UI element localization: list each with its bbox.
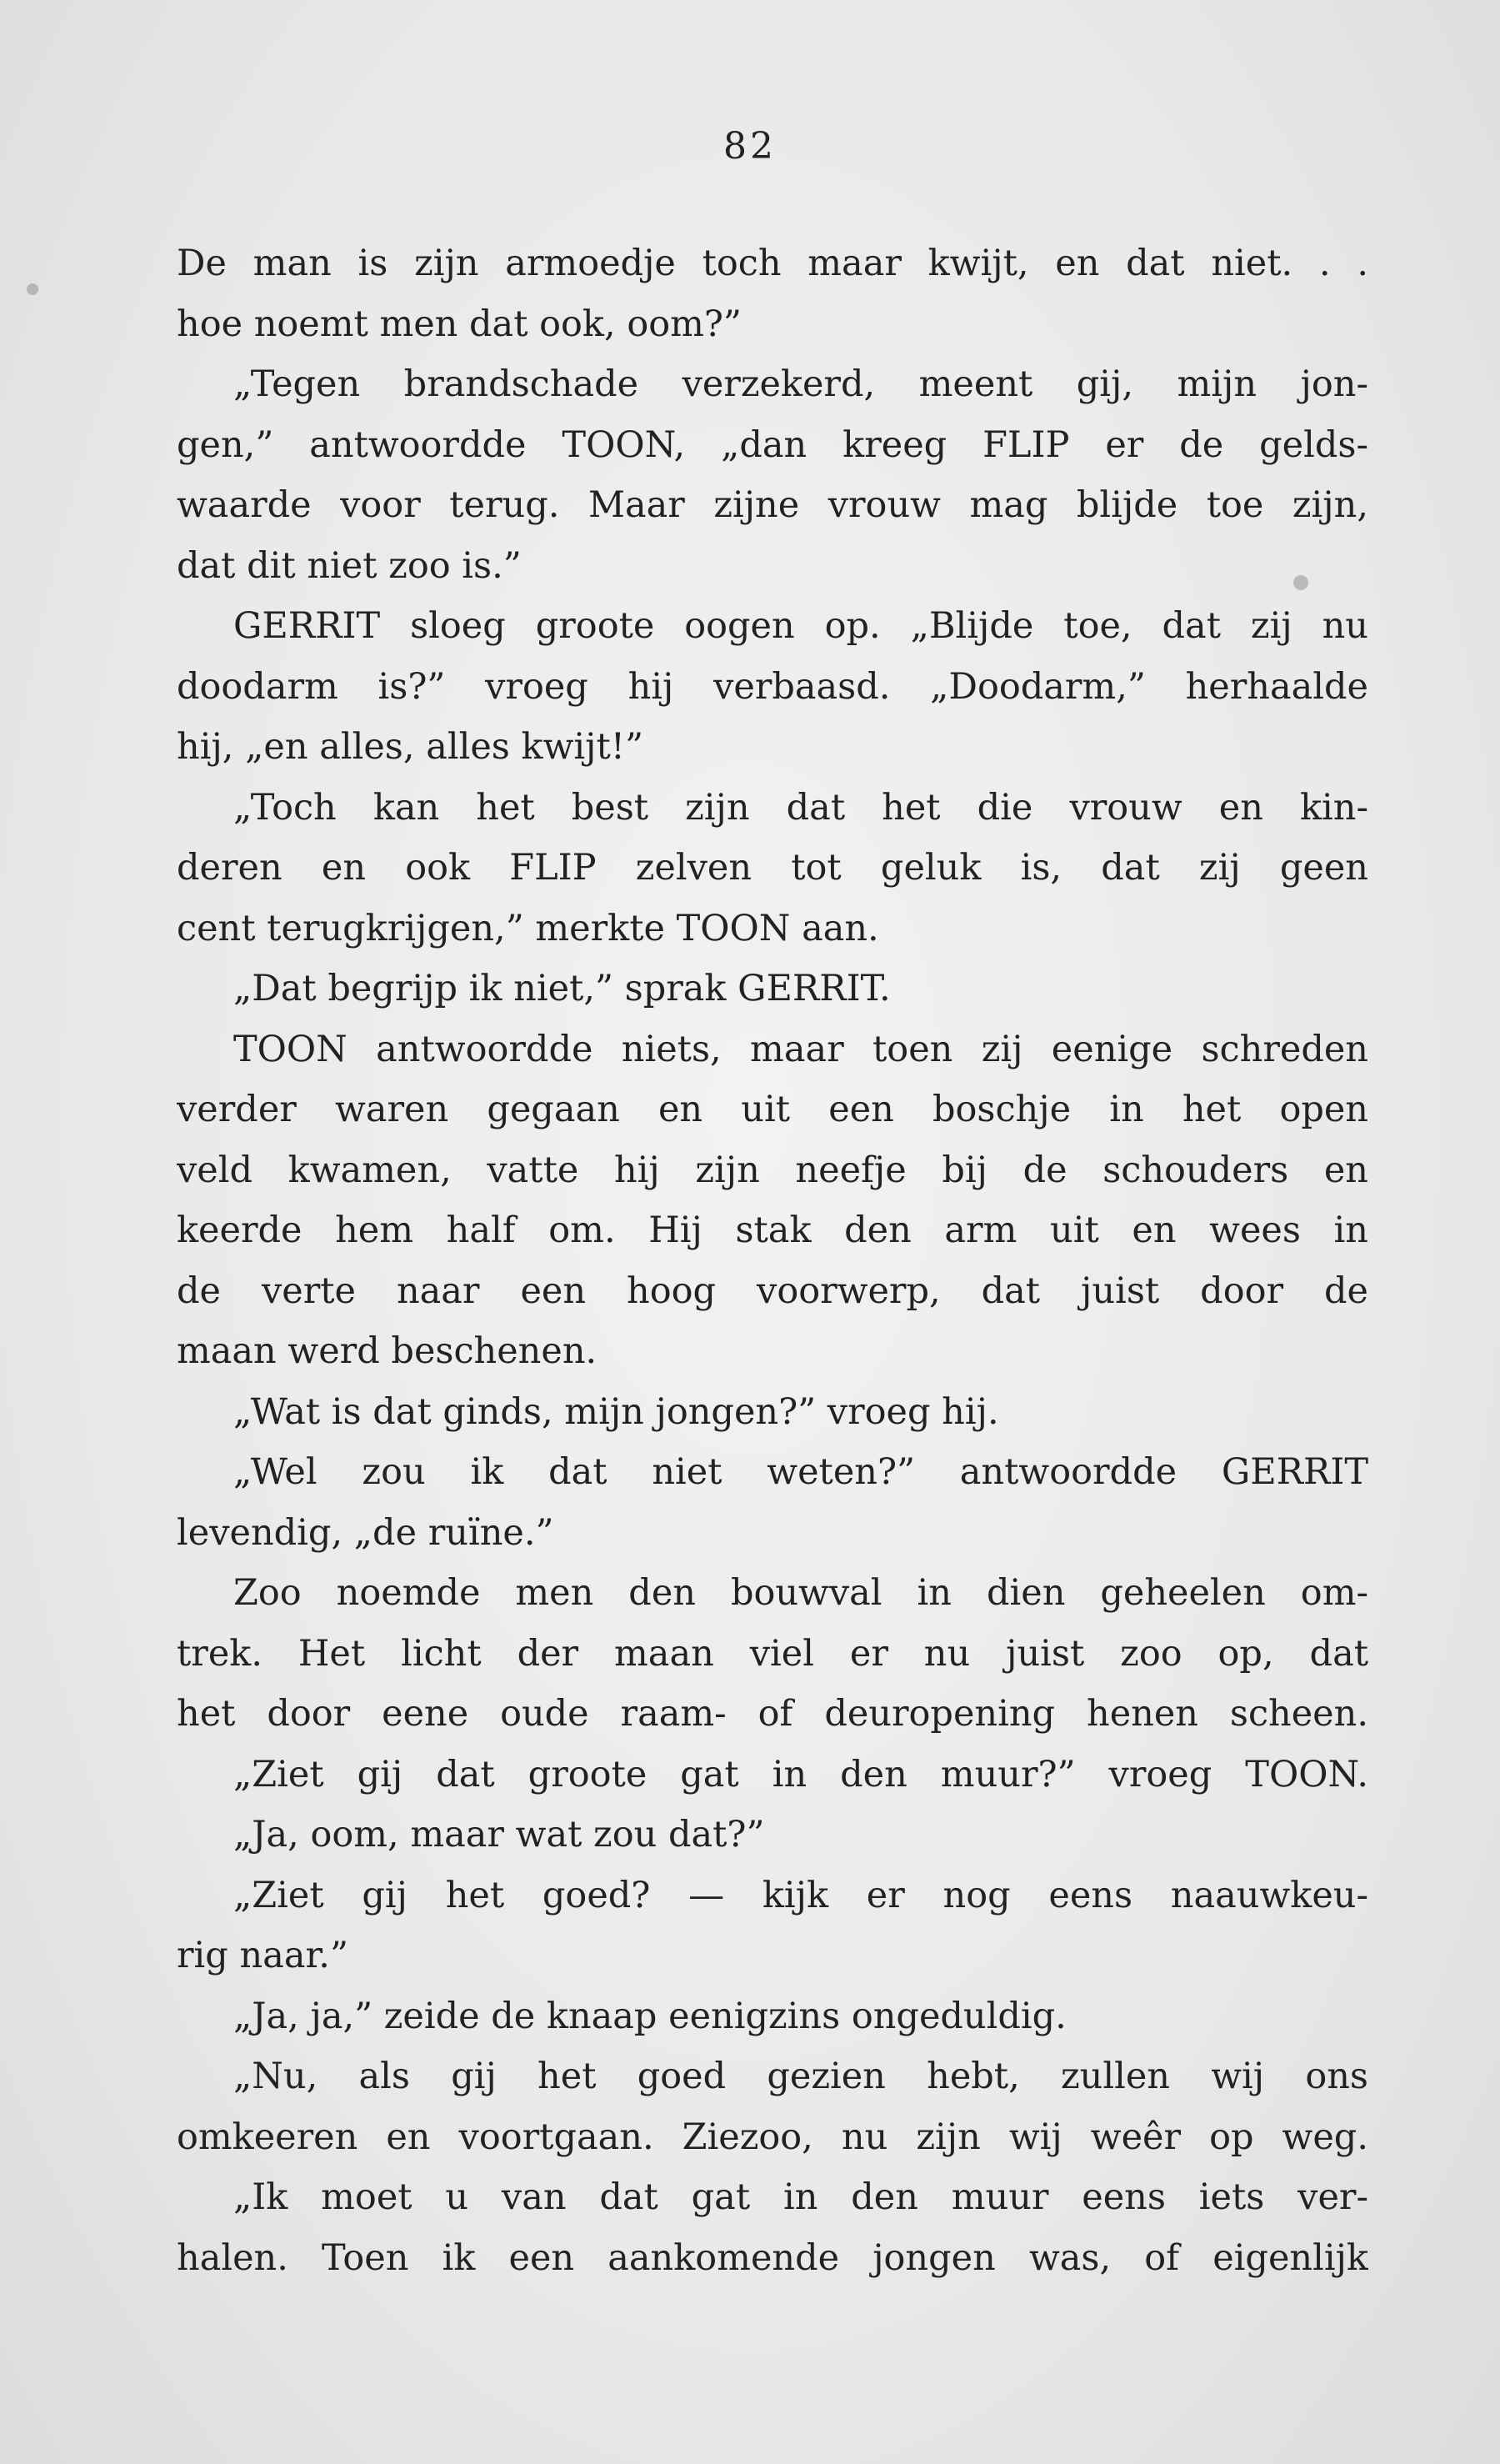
text-line: „Toch kan het best zijn dat het die vrouw en kin- <box>233 786 1368 829</box>
text-line: doodarm is?” vroeg hij verbaasd. „Doodarm,” herhaalde <box>177 665 1368 708</box>
text-line: „Nu, als gij het goed gezien hebt, zullen wij ons <box>233 2056 1368 2097</box>
text-line: „Wat is dat ginds, mijn jongen?” vroeg hij. <box>233 1390 999 1433</box>
text-line: „Tegen brandschade verzekerd, meent gij, mijn jon- <box>233 363 1368 405</box>
text-line: cent terugkrijgen,” merkte TOON aan. <box>177 907 879 949</box>
text-line: hoe noemt men dat ook, oom?” <box>177 303 742 345</box>
text-line: verder waren gegaan en uit een boschje in het open <box>177 1089 1368 1130</box>
text-line: De man is zijn armoedje toch maar kwijt, en dat niet. . . <box>177 243 1368 284</box>
text-line: het door eene oude raam- of deuropening henen scheen. <box>177 1693 1368 1735</box>
body-text <box>177 233 1368 2288</box>
text-line: „Dat begrijp ik niet,” sprak GERRIT. <box>233 968 891 1009</box>
text-line: „Wel zou ik dat niet weten?” antwoordde GERRIT <box>233 1451 1368 1493</box>
text-line: hij, „en alles, alles kwijt!” <box>177 726 644 768</box>
text-line: rig naar.” <box>177 1935 348 1976</box>
text-line: maan werd beschenen. <box>177 1330 598 1372</box>
text-line: keerde hem half om. Hij stak den arm uit en wees in <box>177 1209 1368 1251</box>
text-line: levendig, „de ruïne.” <box>177 1511 554 1554</box>
text-line: „Ja, oom, maar wat zou dat?” <box>233 1814 765 1856</box>
text-line: „Ziet gij het goed? — kijk er nog eens naauwkeu- <box>233 1874 1368 1916</box>
paper-speck <box>27 283 38 295</box>
text-line: omkeeren en voortgaan. Ziezoo, nu zijn wij weêr op weg. <box>177 2116 1368 2158</box>
text-line: TOON antwoordde niets, maar toen zij eenige schreden <box>233 1028 1368 1070</box>
text-line: dat dit niet zoo is.” <box>177 544 522 587</box>
text-line: Zoo noemde men den bouwval in dien geheelen om- <box>233 1572 1368 1614</box>
text-line: veld kwamen, vatte hij zijn neefje bij de schouders en <box>177 1149 1368 1191</box>
text-line: GERRIT sloeg groote oogen op. „Blijde toe, dat zij nu <box>233 605 1368 647</box>
text-line: „Ja, ja,” zeide de knaap eenigzins ongeduldig. <box>233 1995 1067 2037</box>
text-line: de verte naar een hoog voorwerp, dat juist door de <box>177 1270 1368 1312</box>
page-number: 82 <box>723 125 777 168</box>
text-line: „Ziet gij dat groote gat in den muur?” vroeg TOON. <box>233 1753 1368 1795</box>
text-line: trek. Het licht der maan viel er nu juist zoo op, dat <box>177 1632 1368 1675</box>
text-line: halen. Toen ik een aankomende jongen was, of eigenlijk <box>177 2236 1368 2279</box>
text-line: waarde voor terug. Maar zijne vrouw mag blijde toe zijn, <box>177 484 1368 526</box>
text-line: „Ik moet u van dat gat in den muur eens iets ver- <box>233 2176 1368 2218</box>
text-line: deren en ook FLIP zelven tot geluk is, dat zij geen <box>177 847 1368 889</box>
text-line: gen,” antwoordde TOON, „dan kreeg FLIP er de gelds- <box>177 423 1368 466</box>
